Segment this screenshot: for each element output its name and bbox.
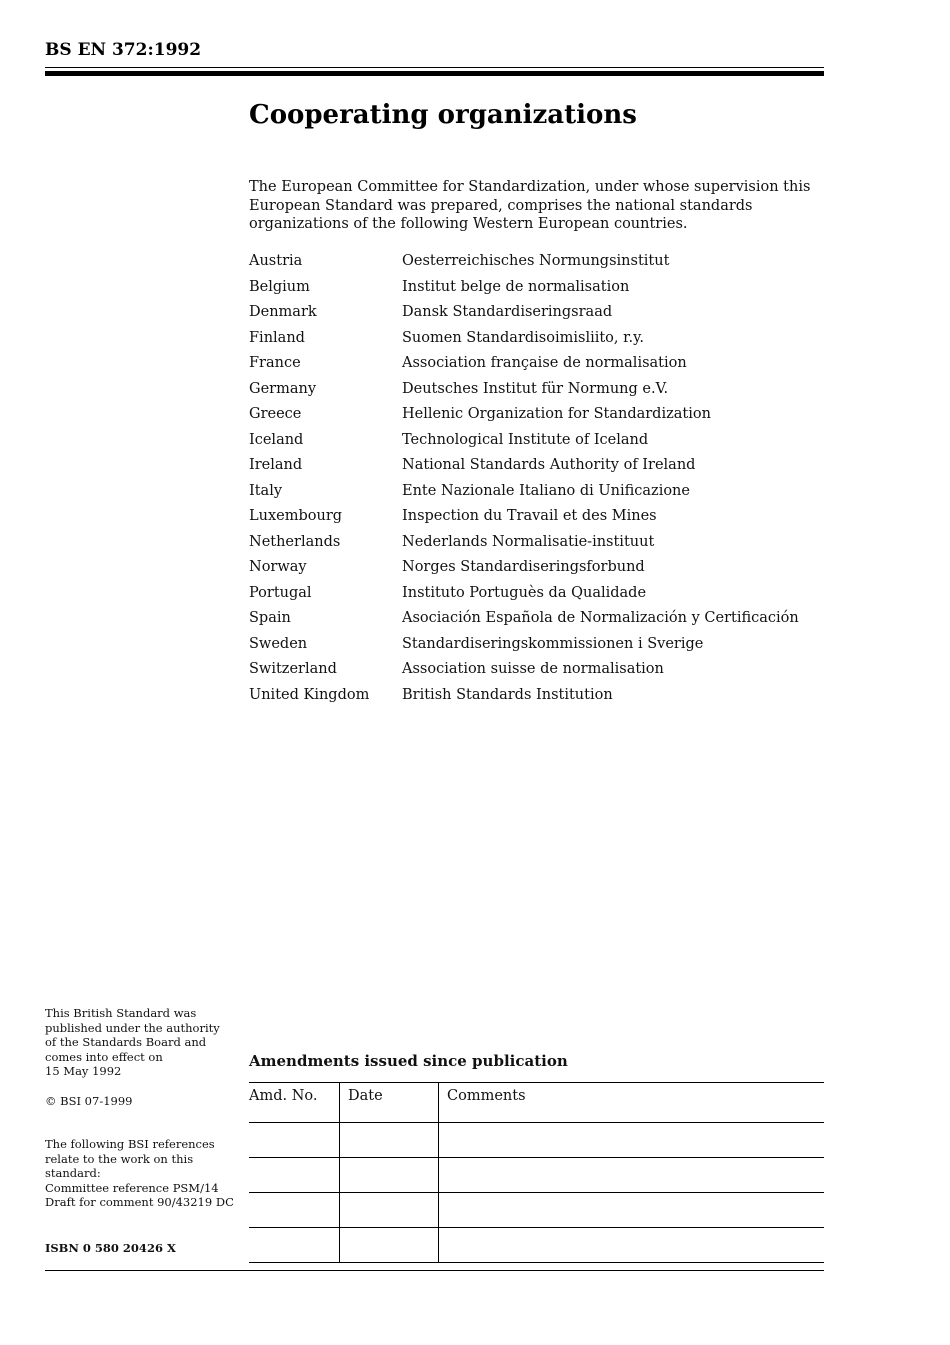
organization-name: Association suisse de normalisation <box>402 661 664 677</box>
references-line: relate to the work on this <box>45 1151 194 1166</box>
column-header-amd-no: Amd. No. <box>249 1083 340 1123</box>
references-line: The following BSI references <box>45 1137 215 1151</box>
country-name: Germany <box>249 380 317 397</box>
amendment-row <box>249 1123 824 1158</box>
organization-name: Oesterreichisches Normungsinstitut <box>402 253 670 269</box>
amendment-comments-cell <box>439 1228 825 1263</box>
bsi-references <box>45 1137 245 1210</box>
copyright-notice: © BSI 07-1999 <box>45 1094 133 1108</box>
intro-paragraph: The European Committee for Standardization, under whose supervision this European Standard was prepared, comprises the national standards organizations of the following Western European countries. <box>249 179 811 232</box>
amendments-table <box>249 1082 824 1263</box>
publication-date: 15 May 1992 <box>45 1064 122 1078</box>
country-name: Luxembourg <box>249 508 343 524</box>
header-rule-thin <box>45 67 824 68</box>
country-name: Denmark <box>249 304 317 320</box>
publication-note <box>45 1006 245 1079</box>
document-code: BS EN 372:1992 <box>45 40 202 60</box>
organization-name: Institut belge de normalisation <box>402 278 630 295</box>
organization-name: Hellenic Organization for Standardization <box>402 406 711 422</box>
amendment-row <box>249 1158 824 1193</box>
country-name: France <box>249 355 301 371</box>
organization-row <box>249 659 824 685</box>
organization-row <box>249 634 824 660</box>
column-header-comments: Comments <box>439 1083 825 1123</box>
organization-row <box>249 608 824 634</box>
organization-row <box>249 583 824 609</box>
country-name: Finland <box>249 329 305 346</box>
organization-row <box>249 277 824 303</box>
column-header-date: Date <box>340 1083 439 1123</box>
amendments-header-row <box>249 1083 824 1123</box>
organization-name: Instituto Portuguès da Qualidade <box>402 584 647 601</box>
organization-row <box>249 353 824 379</box>
amendment-date-cell <box>340 1158 439 1193</box>
country-name: Sweden <box>249 635 308 652</box>
country-name: Italy <box>249 482 283 499</box>
footer-rule <box>45 1270 824 1271</box>
country-name: Belgium <box>249 278 310 295</box>
amendments-body <box>249 1123 824 1263</box>
organization-name: Inspection du Travail et des Mines <box>402 508 657 524</box>
amendment-row <box>249 1228 824 1263</box>
publication-note-line: comes into effect on <box>45 1049 163 1064</box>
amendment-no-cell <box>249 1228 340 1263</box>
organization-name: Ente Nazionale Italiano di Unificazione <box>402 482 690 499</box>
header-rule-thick <box>45 71 824 76</box>
references-line: standard: <box>45 1166 101 1180</box>
amendment-comments-cell <box>439 1123 825 1158</box>
country-name: Iceland <box>249 431 304 448</box>
organization-name: Association française de normalisation <box>402 355 687 371</box>
amendment-date-cell <box>340 1123 439 1158</box>
country-name: Netherlands <box>249 533 341 550</box>
organization-name: Nederlands Normalisatie-instituut <box>402 533 655 550</box>
organization-row <box>249 328 824 354</box>
amendment-no-cell <box>249 1193 340 1228</box>
amendment-comments-cell <box>439 1193 825 1228</box>
organization-name: Norges Standardiseringsforbund <box>402 559 645 575</box>
country-name: Portugal <box>249 584 312 601</box>
organization-row <box>249 455 824 481</box>
amendment-no-cell <box>249 1158 340 1193</box>
page-title: Cooperating organizations <box>249 100 637 130</box>
amendments-heading: Amendments issued since publication <box>249 1052 568 1070</box>
country-name: Greece <box>249 406 302 422</box>
organization-row <box>249 379 824 405</box>
organization-name: Suomen Standardisoimisliito, r.y. <box>402 329 644 346</box>
publication-note-line: published under the authority <box>45 1020 220 1035</box>
country-name: Spain <box>249 610 291 626</box>
country-name: Ireland <box>249 457 303 473</box>
organization-name: Dansk Standardiseringsraad <box>402 304 613 320</box>
amendment-row <box>249 1193 824 1228</box>
amendment-date-cell <box>340 1193 439 1228</box>
organization-name: Standardiseringskommissionen i Sverige <box>402 635 704 652</box>
organization-row <box>249 685 824 711</box>
organization-name: National Standards Authority of Ireland <box>402 457 696 473</box>
organization-row <box>249 481 824 507</box>
organization-row <box>249 404 824 430</box>
organization-row <box>249 302 824 328</box>
organization-name: Deutsches Institut für Normung e.V. <box>402 380 669 397</box>
country-name: Austria <box>249 253 303 269</box>
organization-row <box>249 557 824 583</box>
organization-row <box>249 430 824 456</box>
amendment-date-cell <box>340 1228 439 1263</box>
organization-name: Technological Institute of Iceland <box>402 431 649 448</box>
organization-row <box>249 532 824 558</box>
publication-note-line: of the Standards Board and <box>45 1035 207 1049</box>
committee-reference: Committee reference PSM/14 <box>45 1180 219 1195</box>
draft-reference: Draft for comment 90/43219 DC <box>45 1195 234 1209</box>
country-name: Switzerland <box>249 661 337 677</box>
isbn: ISBN 0 580 20426 X <box>45 1241 176 1255</box>
organization-name: Asociación Española de Normalización y Certificación <box>402 610 799 626</box>
organization-row <box>249 251 824 277</box>
amendment-no-cell <box>249 1123 340 1158</box>
organization-list <box>249 251 824 710</box>
organization-row <box>249 506 824 532</box>
publication-note-line: This British Standard was <box>45 1006 197 1020</box>
organization-name: British Standards Institution <box>402 686 613 703</box>
amendment-comments-cell <box>439 1158 825 1193</box>
country-name: United Kingdom <box>249 686 370 703</box>
country-name: Norway <box>249 559 307 575</box>
